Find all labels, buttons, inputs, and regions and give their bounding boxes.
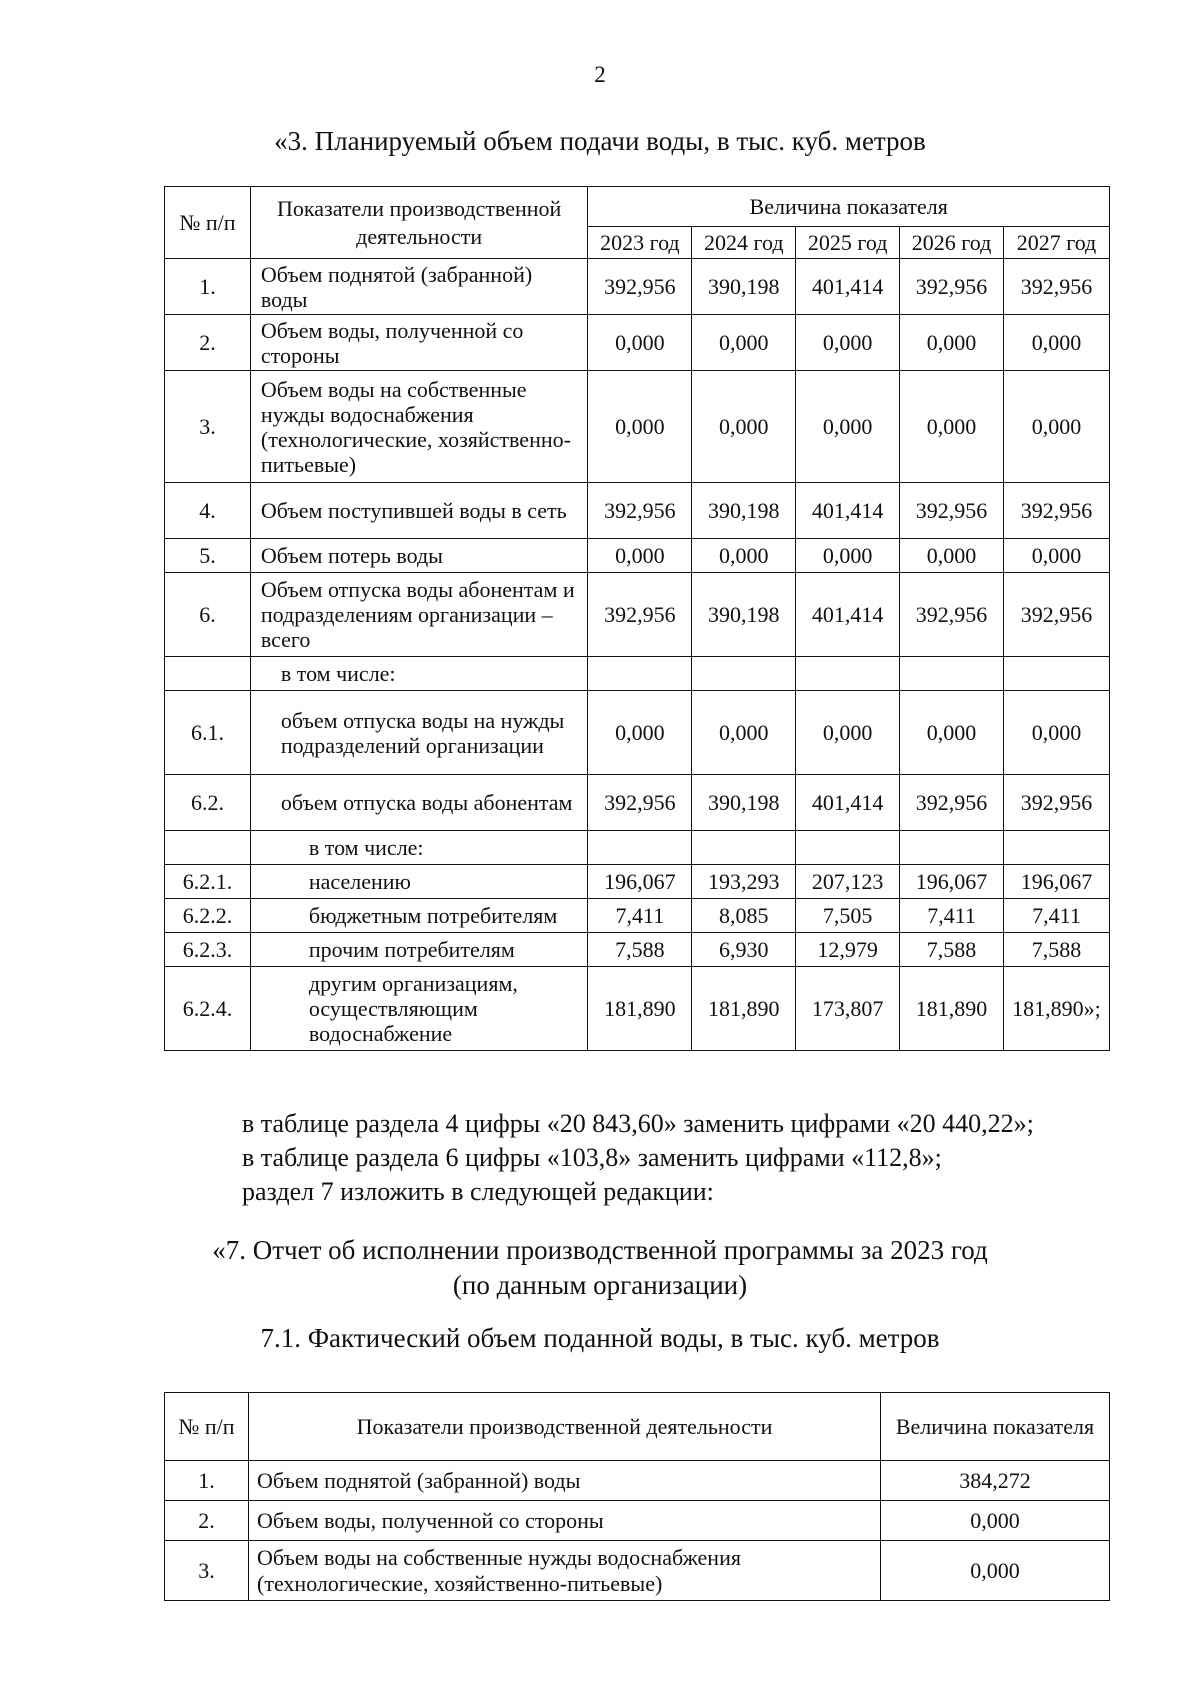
row-value-2024: 0,000 — [692, 539, 796, 573]
table-row — [165, 259, 1110, 315]
row-value-2027: 392,956 — [1003, 259, 1109, 315]
row-value-2027 — [1003, 657, 1109, 691]
row-value-2024: 8,085 — [692, 899, 796, 933]
row-num: 1. — [165, 259, 251, 315]
row-label: другим организациям, осуществляющим водоснабжение — [250, 967, 588, 1051]
row-value-2024: 0,000 — [692, 315, 796, 371]
row-value-2023: 7,411 — [588, 899, 692, 933]
row-label: Объем поднятой (забранной) воды — [250, 259, 588, 315]
row-num: 6. — [165, 573, 251, 657]
row-value-2025: 207,123 — [796, 865, 900, 899]
row-num: 6.2.4. — [165, 967, 251, 1051]
row-value: 384,272 — [881, 1461, 1110, 1501]
row-value-2024: 390,198 — [692, 775, 796, 831]
table-row — [165, 967, 1110, 1051]
planned-water-supply-table — [164, 186, 1110, 1051]
row-value-2025: 401,414 — [796, 483, 900, 539]
row-label: Объем воды, полученной со стороны — [249, 1501, 881, 1541]
row-value-2027: 7,588 — [1003, 933, 1109, 967]
row-num: 3. — [165, 371, 251, 483]
table-row — [165, 657, 1110, 691]
section-7-1-title: 7.1. Фактический объем поданной воды, в тыс. куб. метров — [260, 1323, 940, 1353]
row-value-2027: 0,000 — [1003, 539, 1109, 573]
row-value-2026: 392,956 — [900, 573, 1004, 657]
row-num: 6.2. — [165, 775, 251, 831]
row-value-2027: 0,000 — [1003, 691, 1109, 775]
row-value-2027: 181,890»; — [1003, 967, 1109, 1051]
row-label: Объем поступившей воды в сеть — [250, 483, 588, 539]
row-value-2023 — [588, 831, 692, 865]
row-label: Объем потерь воды — [250, 539, 588, 573]
row-value-2027 — [1003, 831, 1109, 865]
row-label: Объем воды на собственные нужды водоснабжения (технологические, хозяйственно-питьевые) — [250, 371, 588, 483]
row-value-2025: 0,000 — [796, 691, 900, 775]
row-label: Объем отпуска воды абонентам и подразделениям организации – всего — [250, 573, 588, 657]
row-value-2026: 0,000 — [900, 691, 1004, 775]
row-value-2024: 0,000 — [692, 371, 796, 483]
row-value-2027: 0,000 — [1003, 371, 1109, 483]
row-num: 2. — [165, 1501, 249, 1541]
row-value-2024 — [692, 657, 796, 691]
row-value-2027: 392,956 — [1003, 775, 1109, 831]
row-value-2024: 390,198 — [692, 483, 796, 539]
row-value-2023: 392,956 — [588, 573, 692, 657]
header-year-2023: 2023 год — [588, 227, 692, 259]
header-indicator: Показатели производственной деятельности — [249, 1393, 881, 1461]
table-row — [165, 483, 1110, 539]
row-label: в том числе: — [250, 831, 588, 865]
table-row — [165, 831, 1110, 865]
header-num: № п/п — [165, 187, 251, 259]
table-row — [165, 691, 1110, 775]
row-value-2026: 0,000 — [900, 539, 1004, 573]
row-num: 2. — [165, 315, 251, 371]
section-3-title: «3. Планируемый объем подачи воды, в тыс. куб. метров — [274, 126, 926, 156]
header-value-group: Величина показателя — [588, 187, 1110, 227]
row-value: 0,000 — [881, 1541, 1110, 1601]
row-value-2024: 193,293 — [692, 865, 796, 899]
table-row — [165, 899, 1110, 933]
row-value-2023: 392,956 — [588, 259, 692, 315]
row-label: объем отпуска воды на нужды подразделений организации — [250, 691, 588, 775]
table-row — [165, 933, 1110, 967]
row-value-2026: 7,588 — [900, 933, 1004, 967]
table-row — [165, 371, 1110, 483]
row-value-2027: 0,000 — [1003, 315, 1109, 371]
row-value-2024: 6,930 — [692, 933, 796, 967]
row-value-2023: 0,000 — [588, 371, 692, 483]
row-value-2024: 0,000 — [692, 691, 796, 775]
row-num — [165, 657, 251, 691]
row-label: Объем воды на собственные нужды водоснабжения (технологические, хозяйственно-питьевые) — [249, 1541, 881, 1601]
row-value-2024: 390,198 — [692, 573, 796, 657]
table-row — [165, 865, 1110, 899]
row-value-2026 — [900, 831, 1004, 865]
table-row — [165, 573, 1110, 657]
row-value-2027: 392,956 — [1003, 573, 1109, 657]
row-label: прочим потребителям — [250, 933, 588, 967]
row-value-2023: 196,067 — [588, 865, 692, 899]
row-value-2026 — [900, 657, 1004, 691]
header-year-2026: 2026 год — [900, 227, 1004, 259]
page-number: 2 — [594, 62, 606, 87]
row-value-2026: 7,411 — [900, 899, 1004, 933]
paragraph-table-4-change: в таблице раздела 4 цифры «20 843,60» заменить цифрами «20 440,22»; — [242, 1109, 1034, 1138]
row-value-2025 — [796, 657, 900, 691]
row-value-2023: 0,000 — [588, 691, 692, 775]
row-num: 6.2.1. — [165, 865, 251, 899]
row-value-2026: 196,067 — [900, 865, 1004, 899]
row-value-2027: 7,411 — [1003, 899, 1109, 933]
row-num: 6.1. — [165, 691, 251, 775]
section-7-title: «7. Отчет об исполнении производственной программы за 2023 год — [212, 1235, 988, 1265]
row-value-2025: 401,414 — [796, 259, 900, 315]
row-num: 5. — [165, 539, 251, 573]
row-value-2027: 392,956 — [1003, 483, 1109, 539]
paragraph-table-6-change: в таблице раздела 6 цифры «103,8» заменить цифрами «112,8»; — [242, 1143, 942, 1172]
table-row — [165, 775, 1110, 831]
row-value-2026: 392,956 — [900, 483, 1004, 539]
row-value-2026: 181,890 — [900, 967, 1004, 1051]
header-year-2024: 2024 год — [692, 227, 796, 259]
row-value-2024: 181,890 — [692, 967, 796, 1051]
row-value-2025: 401,414 — [796, 775, 900, 831]
row-value-2026: 0,000 — [900, 315, 1004, 371]
row-value-2023: 7,588 — [588, 933, 692, 967]
row-label: объем отпуска воды абонентам — [250, 775, 588, 831]
row-num: 1. — [165, 1461, 249, 1501]
row-label: Объем поднятой (забранной) воды — [249, 1461, 881, 1501]
row-value-2024: 390,198 — [692, 259, 796, 315]
row-label: бюджетным потребителям — [250, 899, 588, 933]
row-value-2023: 392,956 — [588, 775, 692, 831]
row-value: 0,000 — [881, 1501, 1110, 1541]
row-num: 6.2.2. — [165, 899, 251, 933]
row-label: населению — [250, 865, 588, 899]
row-num: 4. — [165, 483, 251, 539]
paragraph-section-7-intro: раздел 7 изложить в следующей редакции: — [242, 1177, 714, 1206]
row-value-2023: 0,000 — [588, 315, 692, 371]
header-year-2025: 2025 год — [796, 227, 900, 259]
row-value-2025: 401,414 — [796, 573, 900, 657]
row-num: 3. — [165, 1541, 249, 1601]
header-indicator: Показатели производственной деятельности — [250, 187, 588, 259]
header-value: Величина показателя — [881, 1393, 1110, 1461]
header-year-2027: 2027 год — [1003, 227, 1109, 259]
row-value-2026: 392,956 — [900, 775, 1004, 831]
row-value-2027: 196,067 — [1003, 865, 1109, 899]
row-value-2023: 0,000 — [588, 539, 692, 573]
row-value-2023: 392,956 — [588, 483, 692, 539]
row-num: 6.2.3. — [165, 933, 251, 967]
row-value-2025: 0,000 — [796, 371, 900, 483]
row-value-2024 — [692, 831, 796, 865]
table-row — [165, 539, 1110, 573]
table-row — [165, 315, 1110, 371]
actual-water-supply-table — [164, 1392, 1110, 1601]
row-value-2023 — [588, 657, 692, 691]
row-value-2025: 7,505 — [796, 899, 900, 933]
row-num — [165, 831, 251, 865]
row-value-2025: 173,807 — [796, 967, 900, 1051]
row-value-2025 — [796, 831, 900, 865]
row-value-2026: 392,956 — [900, 259, 1004, 315]
row-value-2025: 12,979 — [796, 933, 900, 967]
row-label: Объем воды, полученной со стороны — [250, 315, 588, 371]
row-value-2026: 0,000 — [900, 371, 1004, 483]
header-num: № п/п — [165, 1393, 249, 1461]
row-value-2025: 0,000 — [796, 315, 900, 371]
row-label: в том числе: — [250, 657, 588, 691]
row-value-2025: 0,000 — [796, 539, 900, 573]
section-7-subtitle-org: (по данным организации) — [452, 1270, 748, 1300]
row-value-2023: 181,890 — [588, 967, 692, 1051]
